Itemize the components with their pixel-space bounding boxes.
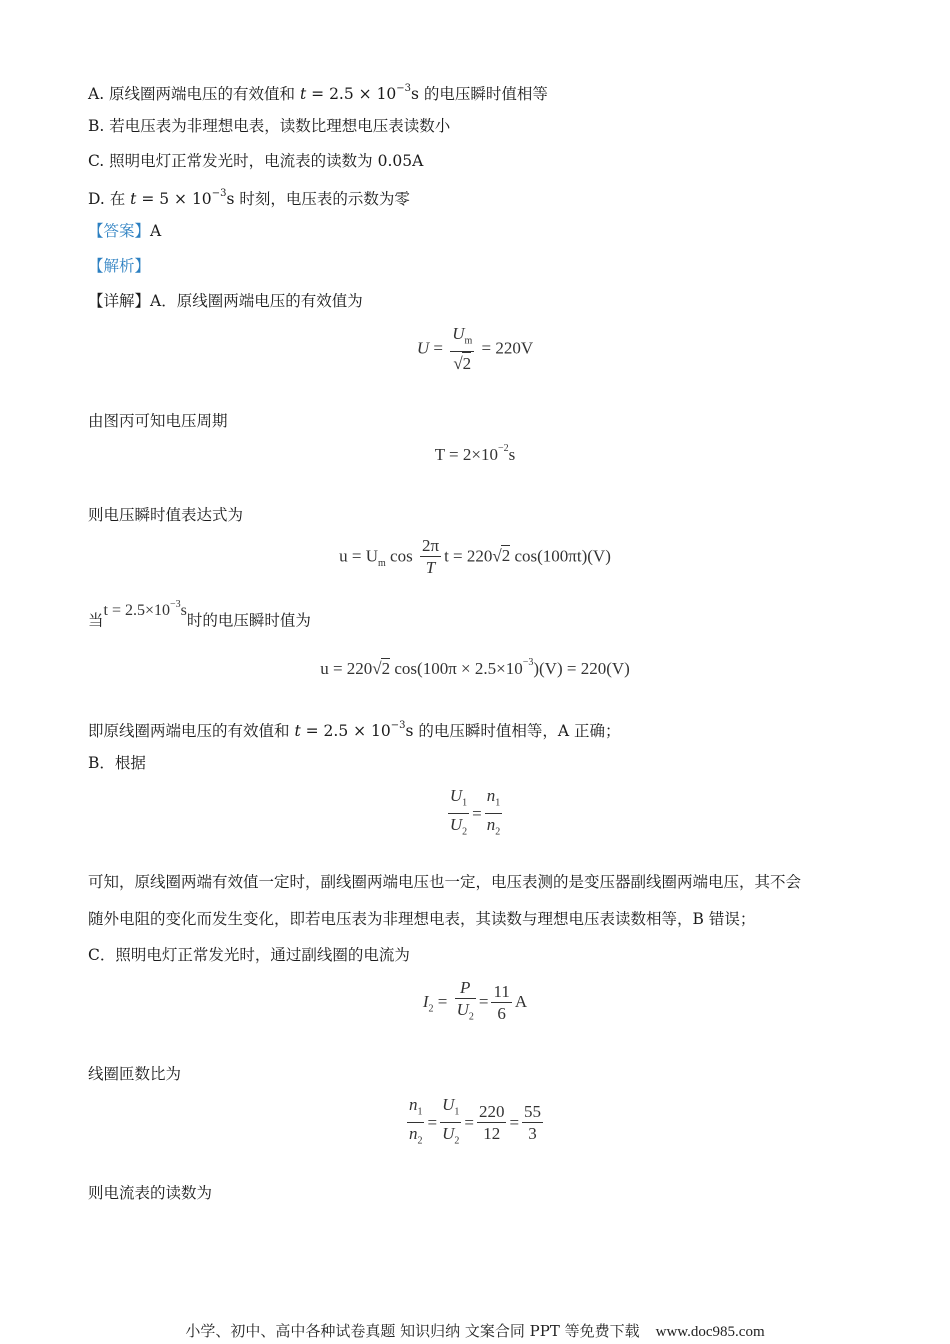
page-footer <box>0 1320 950 1341</box>
b-intro: B．根据 <box>88 754 146 772</box>
equation-turns-ratio-value: $\frac{n_1}{n_2}$ = $\frac{U_1}{U_2}$ = $\frac{220}{12}$ = $\frac{55}{3}$ <box>408 1095 542 1147</box>
equation-value-at-t: u = 220√2 $\cos(100\pi \times 2.5\times 10^{-3})(V) = 220(V)$ <box>320 657 630 678</box>
option-a: A. 原线圈两端电压的有效值和 $t = 2.5 \times 10^{-3}s$ 的电压瞬时值相等 <box>88 83 548 104</box>
answer-label: 【答案】 <box>88 222 151 240</box>
equation-secondary-current: $I_2$ = $\frac{P}{U_2}$ = $\frac{11}{6}$ A <box>422 978 528 1023</box>
detail-a-intro: 【详解】A．原线圈两端电压的有效值为 <box>88 292 363 310</box>
when-line: 当$t = 2.5\times 10^{-3}s$时的电压瞬时值为 <box>88 599 311 630</box>
analysis-label: 【解析】 <box>88 257 151 275</box>
equation-effective-voltage: U = $\frac{U_m}{√2}$ = 220V <box>416 324 534 374</box>
answer-value: A <box>150 222 162 240</box>
b-text-line2: 随外电阻的变化而发生变化，即若电压表为非理想电表，其读数与理想电压表读数相等，B 错误； <box>88 910 756 928</box>
ratio-intro: 线圈匝数比为 <box>88 1065 182 1083</box>
footer-text: 小学、初中、高中各种试卷真题 知识归纳 文案合同 PPT 等免费下载 <box>185 1322 640 1340</box>
answer-line <box>88 220 161 242</box>
equation-instantaneous: $u = U_m$ cos $\frac{2\pi}{T}$ t = 220√2 cos(100πt)(V) <box>339 536 611 577</box>
equation-turns-ratio: $\frac{U_1}{U_2}$ = $\frac{n_1}{n_2}$ <box>449 786 501 838</box>
equation-period: $T = 2\times 10^{-2}s$ <box>434 443 516 464</box>
option-d: D. 在 $t = 5 \times 10^{-3}s$ 时刻，电压表的示数为零 <box>88 188 410 209</box>
option-c: C. 照明电灯正常发光时，电流表的读数为 0.05A <box>88 152 424 170</box>
c-intro: C．照明电灯正常发光时，通过副线圈的电流为 <box>88 946 410 964</box>
option-b: B. 若电压表为非理想电表，读数比理想电压表读数小 <box>88 117 451 135</box>
instantaneous-intro: 则电压瞬时值表达式为 <box>88 506 244 524</box>
a-conclusion: 即原线圈两端电压的有效值和 $t = 2.5 \times 10^{-3}s$ 的电压瞬时值相等，A 正确； <box>88 720 621 741</box>
period-intro: 由图丙可知电压周期 <box>88 412 228 430</box>
footer-url[interactable]: www.doc985.com <box>655 1324 765 1340</box>
b-text-line1: 可知，原线圈两端有效值一定时，副线圈两端电压也一定，电压表测的是变压器副线圈两端电压，其不会 <box>88 873 802 891</box>
current-intro: 则电流表的读数为 <box>88 1184 213 1202</box>
